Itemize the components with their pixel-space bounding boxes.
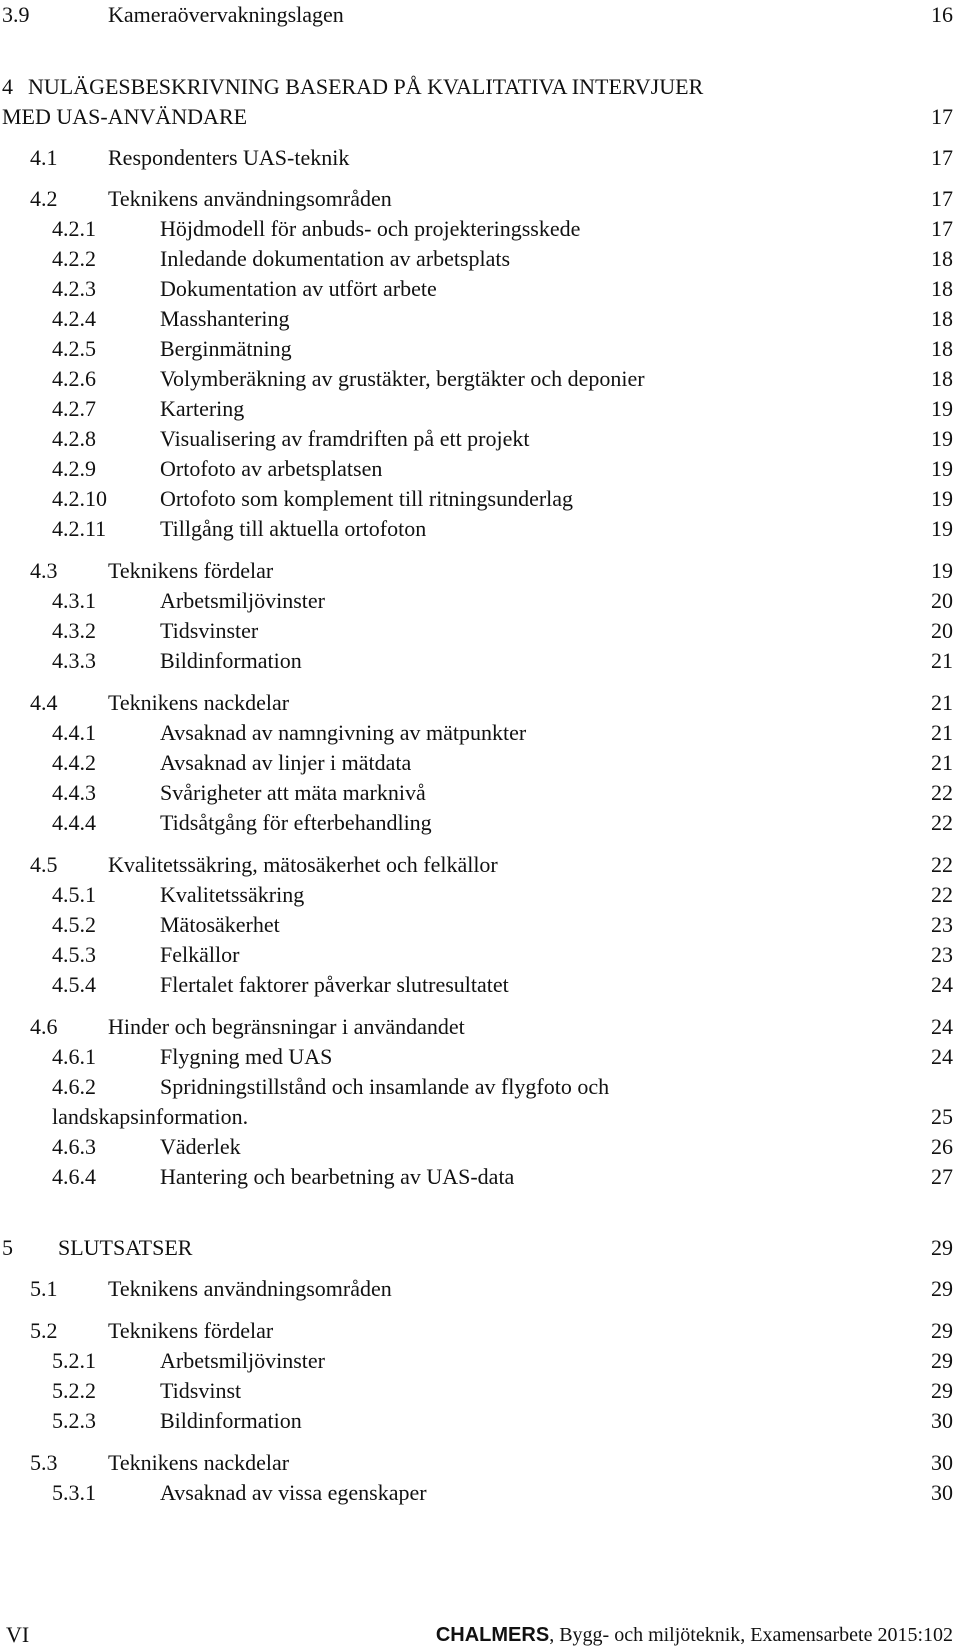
toc-entry[interactable] bbox=[0, 940, 960, 970]
toc-entry[interactable] bbox=[0, 586, 960, 616]
toc-entry-page: 19 bbox=[931, 486, 953, 511]
toc-entry-number: 4.2.3 bbox=[52, 276, 96, 301]
toc-entry-number: 4.5.2 bbox=[52, 912, 96, 937]
toc-entry-page: 23 bbox=[931, 912, 953, 937]
toc-entry-page: 24 bbox=[931, 1014, 953, 1039]
toc-entry-title: Kvalitetssäkring, mätosäkerhet och felkällor bbox=[108, 852, 498, 877]
toc-entry-number: 4.2.9 bbox=[52, 456, 96, 481]
toc-entry-title: Teknikens användningsområden bbox=[108, 1276, 392, 1301]
toc-entry-page: 22 bbox=[931, 780, 953, 805]
toc-entry[interactable] bbox=[0, 850, 960, 880]
toc-entry-title: Teknikens nackdelar bbox=[108, 690, 290, 715]
toc-entry-title: Svårigheter att mäta marknivå bbox=[160, 780, 426, 805]
toc-entry[interactable] bbox=[0, 184, 960, 214]
toc-entry-title: Kameraövervakningslagen bbox=[108, 2, 344, 27]
toc-entry-page: 24 bbox=[931, 1044, 953, 1069]
toc-entry-title: Tidsvinst bbox=[160, 1378, 242, 1403]
toc-entry-number: 4.6.3 bbox=[52, 1134, 96, 1159]
toc-entry-page: 22 bbox=[931, 882, 953, 907]
toc-entry[interactable] bbox=[0, 808, 960, 838]
toc-entry[interactable] bbox=[0, 244, 960, 274]
toc-entry-title: Respondenters UAS-teknik bbox=[108, 145, 350, 170]
toc-entry-title: Volymberäkning av grustäkter, bergtäkter och deponier bbox=[160, 366, 645, 391]
toc-entry-title: NULÄGESBESKRIVNING BASERAD PÅ KVALITATIVA INTERVJUER bbox=[28, 74, 704, 99]
toc-entry-page: 22 bbox=[931, 852, 953, 877]
toc-entry-page: 21 bbox=[931, 750, 953, 775]
toc-entry-title: Tidsåtgång för efterbehandling bbox=[160, 810, 432, 835]
toc-entry[interactable] bbox=[0, 454, 960, 484]
toc-entry-number: 4 bbox=[2, 74, 13, 99]
toc-entry-number: 4.5.1 bbox=[52, 882, 96, 907]
toc-entry-page: 20 bbox=[931, 618, 953, 643]
toc-entry-page: 29 bbox=[931, 1276, 953, 1301]
toc-entry-page: 17 bbox=[931, 216, 953, 241]
toc-entry-page: 29 bbox=[931, 1235, 953, 1260]
toc-entry-title: Bildinformation bbox=[160, 648, 302, 673]
toc-entry[interactable] bbox=[0, 0, 960, 30]
toc-entry[interactable] bbox=[0, 880, 960, 910]
toc-entry-title: Tillgång till aktuella ortofoton bbox=[160, 516, 427, 541]
toc-entry[interactable] bbox=[0, 778, 960, 808]
toc-entry[interactable] bbox=[0, 143, 960, 173]
toc-entry-number: 3.9 bbox=[2, 2, 30, 27]
toc-entry-number: 5.3.1 bbox=[52, 1480, 96, 1505]
toc-entry-page: 17 bbox=[931, 145, 953, 170]
toc-entry-number: 4.3.3 bbox=[52, 648, 96, 673]
toc-entry[interactable] bbox=[0, 1042, 960, 1072]
toc-entry-page: 26 bbox=[931, 1134, 953, 1159]
toc-entry-title: Kartering bbox=[160, 396, 245, 421]
toc-entry-number: 4.6.2 bbox=[52, 1074, 96, 1099]
toc-entry-title: Höjdmodell för anbuds- och projekteringsskede bbox=[160, 216, 581, 241]
toc-entry[interactable] bbox=[0, 616, 960, 646]
toc-entry-page: 19 bbox=[931, 426, 953, 451]
toc-entry-title: Masshantering bbox=[160, 306, 290, 331]
toc-entry[interactable] bbox=[0, 910, 960, 940]
toc-entry[interactable] bbox=[0, 718, 960, 748]
toc-entry-page: 18 bbox=[931, 366, 953, 391]
toc-entry-number: 4.3 bbox=[30, 558, 58, 583]
toc-entry-page: 17 bbox=[931, 186, 953, 211]
toc-entry-number: 4.2.6 bbox=[52, 366, 96, 391]
toc-entry-number: 4.1 bbox=[30, 145, 58, 170]
toc-entry-number: 4.2.1 bbox=[52, 216, 96, 241]
toc-entry[interactable] bbox=[0, 1132, 960, 1162]
toc-entry-page: 23 bbox=[931, 942, 953, 967]
toc-entry-number: 5.2 bbox=[30, 1318, 58, 1343]
toc-entry-title: Berginmätning bbox=[160, 336, 292, 361]
toc-entry[interactable] bbox=[0, 304, 960, 334]
toc-entry-page: 19 bbox=[931, 396, 953, 421]
toc-entry[interactable] bbox=[0, 364, 960, 394]
toc-entry-title: Ortofoto som komplement till ritningsunderlag bbox=[160, 486, 574, 511]
toc-entry-title: Hinder och begränsningar i användandet bbox=[108, 1014, 465, 1039]
toc-entry-number: 4.2.8 bbox=[52, 426, 96, 451]
toc-entry-page: 21 bbox=[931, 690, 953, 715]
toc-entry[interactable] bbox=[0, 1012, 960, 1042]
toc-entry-title: Avsaknad av linjer i mätdata bbox=[160, 750, 412, 775]
toc-entry-title: Arbetsmiljövinster bbox=[160, 1348, 325, 1373]
toc-entry[interactable] bbox=[0, 1274, 960, 1304]
toc-entry-title: Teknikens användningsområden bbox=[108, 186, 392, 211]
toc-entry-number: 4.4.2 bbox=[52, 750, 96, 775]
toc-entry-title: Avsaknad av namngivning av mätpunkter bbox=[160, 720, 527, 745]
toc-entry[interactable] bbox=[0, 274, 960, 304]
toc-entry-page: 30 bbox=[931, 1408, 953, 1433]
toc-entry-title: SLUTSATSER bbox=[58, 1235, 193, 1260]
toc-entry[interactable] bbox=[0, 514, 960, 544]
toc-entry-page: 19 bbox=[931, 558, 953, 583]
toc-entry-number: 5 bbox=[2, 1235, 13, 1260]
toc-entry[interactable] bbox=[0, 1346, 960, 1376]
toc-entry-title: Flertalet faktorer påverkar slutresultatet bbox=[160, 972, 509, 997]
toc-entry-number: 4.4 bbox=[30, 690, 58, 715]
toc-entry-number: 5.2.2 bbox=[52, 1378, 96, 1403]
toc-entry-title: Hantering och bearbetning av UAS-data bbox=[160, 1164, 515, 1189]
toc-entry[interactable] bbox=[0, 1478, 960, 1508]
toc-entry[interactable] bbox=[0, 484, 960, 514]
toc-entry-title: Avsaknad av vissa egenskaper bbox=[160, 1480, 427, 1505]
toc-entry-title: Teknikens fördelar bbox=[108, 1318, 274, 1343]
toc-entry-number: 4.6.4 bbox=[52, 1164, 96, 1189]
toc-entry-page: 19 bbox=[931, 516, 953, 541]
toc-entry-page: 27 bbox=[931, 1164, 953, 1189]
toc-entry[interactable] bbox=[0, 424, 960, 454]
toc-entry-title: Teknikens fördelar bbox=[108, 558, 274, 583]
toc-entry[interactable] bbox=[0, 334, 960, 364]
toc-entry-number: 4.2.10 bbox=[52, 486, 107, 511]
toc-entry-title: Bildinformation bbox=[160, 1408, 302, 1433]
toc-entry-title: landskapsinformation. bbox=[52, 1104, 249, 1129]
toc-entry-page: 25 bbox=[931, 1104, 953, 1129]
toc-entry-page: 30 bbox=[931, 1480, 953, 1505]
footer-brand: CHALMERS bbox=[435, 1624, 550, 1646]
toc-entry[interactable] bbox=[0, 1233, 960, 1263]
toc-entry-page: 18 bbox=[931, 276, 953, 301]
toc-entry[interactable] bbox=[0, 394, 960, 424]
toc-entry-page: 29 bbox=[931, 1318, 953, 1343]
toc-entry[interactable] bbox=[0, 646, 960, 676]
toc-entry-page: 20 bbox=[931, 588, 953, 613]
toc-entry-number: 4.2.7 bbox=[52, 396, 96, 421]
toc-entry[interactable] bbox=[0, 214, 960, 244]
toc-entry-page: 29 bbox=[931, 1348, 953, 1373]
toc-entry-title: Tidsvinster bbox=[160, 618, 259, 643]
toc-entry-page: 18 bbox=[931, 336, 953, 361]
toc-entry-number: 4.4.3 bbox=[52, 780, 96, 805]
footer-citation bbox=[436, 1620, 953, 1650]
toc-entry-number: 5.2.3 bbox=[52, 1408, 96, 1433]
toc-entry-page: 21 bbox=[931, 648, 953, 673]
toc-entry-title: Felkällor bbox=[160, 942, 240, 967]
footer-page-number: VI bbox=[6, 1622, 30, 1647]
toc-entry-title: Mätosäkerhet bbox=[160, 912, 280, 937]
toc-entry[interactable] bbox=[0, 1376, 960, 1406]
toc-entry[interactable] bbox=[0, 970, 960, 1000]
toc-entry-page: 17 bbox=[931, 104, 953, 129]
toc-entry-number: 4.2.11 bbox=[52, 516, 107, 541]
toc-entry-page: 16 bbox=[931, 2, 953, 27]
toc-entry-page: 30 bbox=[931, 1450, 953, 1475]
toc-entry-title: Flygning med UAS bbox=[160, 1044, 333, 1069]
toc-entry-title: Ortofoto av arbetsplatsen bbox=[160, 456, 383, 481]
toc-entry-page: 18 bbox=[931, 306, 953, 331]
toc-entry-number: 5.2.1 bbox=[52, 1348, 96, 1373]
toc-entry-title: Väderlek bbox=[160, 1134, 241, 1159]
toc-entry-number: 4.5.3 bbox=[52, 942, 96, 967]
toc-entry-page: 21 bbox=[931, 720, 953, 745]
toc-entry-title: Kvalitetssäkring bbox=[160, 882, 305, 907]
toc-entry[interactable] bbox=[0, 1316, 960, 1346]
toc-entry[interactable] bbox=[0, 1162, 960, 1192]
toc-entry-title: Inledande dokumentation av arbetsplats bbox=[160, 246, 511, 271]
toc-entry-title: MED UAS-ANVÄNDARE bbox=[2, 104, 248, 129]
toc-entry-title: Teknikens nackdelar bbox=[108, 1450, 290, 1475]
toc-entry-number: 4.5 bbox=[30, 852, 58, 877]
page-footer bbox=[0, 1620, 960, 1651]
toc-entry-page: 22 bbox=[931, 810, 953, 835]
toc-entry[interactable] bbox=[0, 72, 960, 102]
toc-entry-number: 4.2.2 bbox=[52, 246, 96, 271]
toc-entry-number: 4.5.4 bbox=[52, 972, 96, 997]
toc-entry-title: Spridningstillstånd och insamlande av flygfoto och bbox=[160, 1074, 610, 1099]
toc-entry-number: 5.1 bbox=[30, 1276, 58, 1301]
footer-text: , Bygg- och miljöteknik, Examensarbete 2015:102 bbox=[549, 1624, 953, 1646]
toc-entry-title: Dokumentation av utfört arbete bbox=[160, 276, 437, 301]
toc-entry[interactable] bbox=[0, 1406, 960, 1436]
toc-entry[interactable] bbox=[0, 748, 960, 778]
toc-entry-page: 18 bbox=[931, 246, 953, 271]
toc-entry[interactable] bbox=[0, 1102, 960, 1132]
toc-entry[interactable] bbox=[0, 688, 960, 718]
toc-entry[interactable] bbox=[0, 1072, 960, 1102]
toc-entry-number: 4.4.4 bbox=[52, 810, 96, 835]
toc-entry-number: 4.6 bbox=[30, 1014, 58, 1039]
toc-entry[interactable] bbox=[0, 1448, 960, 1478]
toc-entry-number: 4.3.1 bbox=[52, 588, 96, 613]
toc-entry-title: Arbetsmiljövinster bbox=[160, 588, 325, 613]
toc-entry-title: Visualisering av framdriften på ett projekt bbox=[160, 426, 530, 451]
toc-entry-number: 4.2.5 bbox=[52, 336, 96, 361]
toc-entry-number: 4.3.2 bbox=[52, 618, 96, 643]
toc-entry[interactable] bbox=[0, 102, 960, 132]
toc-entry-number: 5.3 bbox=[30, 1450, 58, 1475]
toc-entry-page: 29 bbox=[931, 1378, 953, 1403]
toc-entry-page: 24 bbox=[931, 972, 953, 997]
toc-entry[interactable] bbox=[0, 556, 960, 586]
toc-entry-number: 4.2.4 bbox=[52, 306, 96, 331]
toc-entry-number: 4.2 bbox=[30, 186, 58, 211]
toc-entry-page: 19 bbox=[931, 456, 953, 481]
toc-entry-number: 4.4.1 bbox=[52, 720, 96, 745]
toc-entry-number: 4.6.1 bbox=[52, 1044, 96, 1069]
